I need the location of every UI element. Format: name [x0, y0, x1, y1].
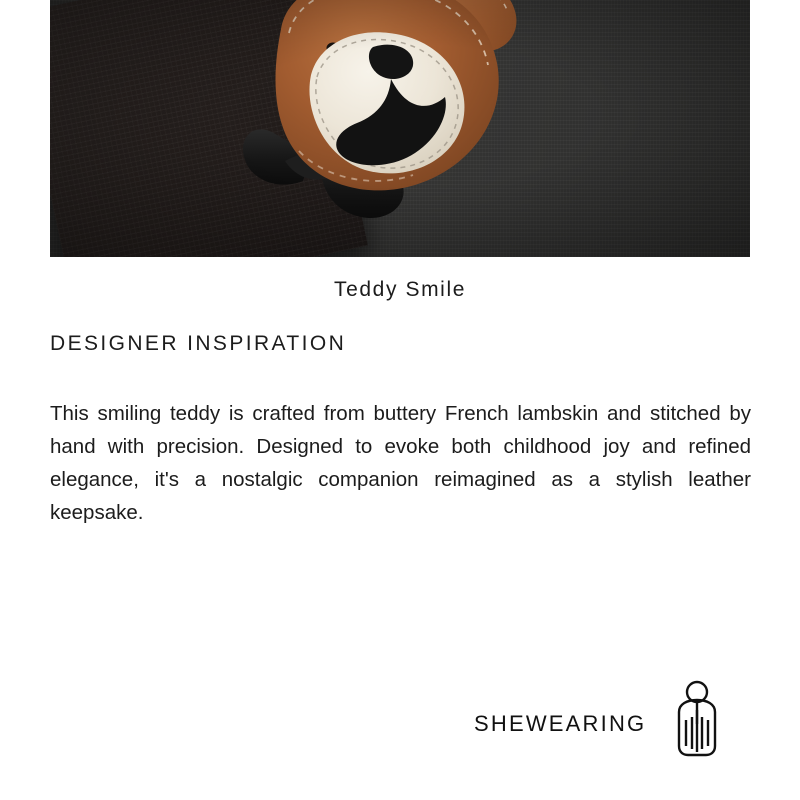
teddy-bear-charm-illustration [215, 0, 545, 257]
hero-product-image [50, 0, 750, 257]
product-title: Teddy Smile [334, 278, 466, 301]
brand-footer [474, 690, 726, 758]
section-body-text: This smiling teddy is crafted from buttery French lambskin and stitched by hand with precision. Designed to evoke both childhood joy and refined elegance, it's a nostalgic companion reimagined as a stylish leather keepsake. [50, 402, 751, 524]
shewearing-monogram-icon [668, 676, 726, 758]
section-heading-designer-inspiration: DESIGNER INSPIRATION [50, 332, 347, 355]
brand-name: SHEWEARING [474, 711, 647, 736]
